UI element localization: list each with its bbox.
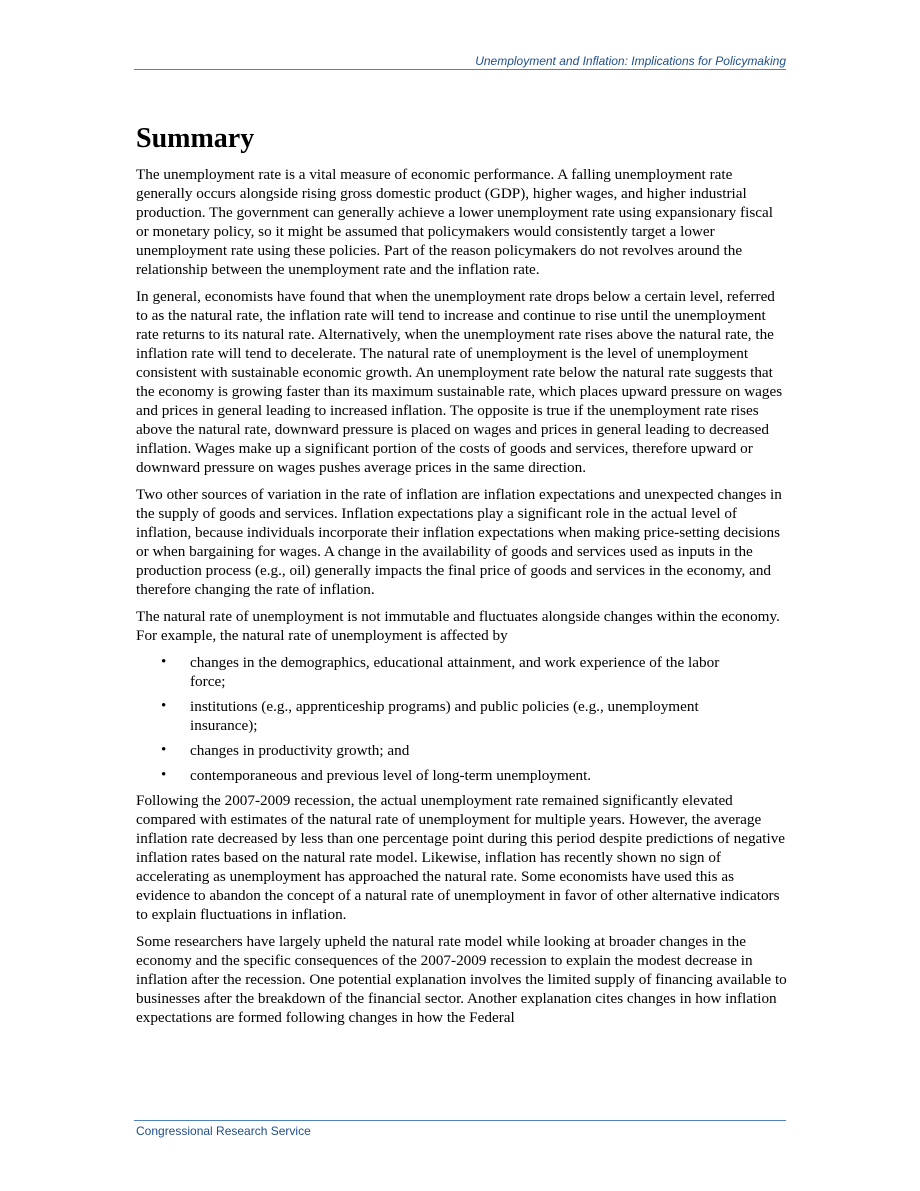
list-item	[136, 741, 788, 760]
bullet-icon: •	[161, 654, 167, 670]
paragraph-2: In general, economists have found that when the unemployment rate drops below a certain level, referred to as the natural rate, the inflation rate will tend to increase and continue to rise until the unemployment rate returns to its natural rate. Alternatively, when the unemployment rate rises above the natural rate, the inflation rate will tend to decelerate. The natural rate of unemployment is the level of unemployment consistent with sustainable economic growth. An unemployment rate below the natural rate suggests that the economy is growing faster than its maximum sustainable rate, which places upward pressure on wages and prices in general leading to increased inflation. The opposite is true if the unemployment rate rises above the natural rate, downward pressure is placed on wages and prices in general leading to decreased inflation. Wages make up a significant portion of the costs of goods and services, therefore upward or downward pressure on wages pushes average prices in the same direction.	[136, 288, 783, 476]
list-item-text: institutions (e.g., apprenticeship programs) and public policies (e.g., unemployment insurance);	[190, 698, 699, 734]
running-header: Unemployment and Inflation: Implications for Policymaking	[475, 54, 786, 68]
paragraph-6: Some researchers have largely upheld the natural rate model while looking at broader changes in the economy and the specific consequences of the 2007-2009 recession to explain the modest decrease in inflation after the recession. One potential explanation involves the limited supply of financing available to businesses after the breakdown of the financial sector. Another explanation cites changes in how inflation expectations are formed following changes in how the Federal	[136, 933, 787, 1026]
paragraph-3: Two other sources of variation in the rate of inflation are inflation expectations and unexpected changes in the supply of goods and services. Inflation expectations play a significant role in the actual level of inflation, because individuals incorporate their inflation expectations when making price-setting decisions or when bargaining for wages. A change in the availability of goods and services used as inputs in the production process (e.g., oil) generally impacts the final price of goods and services in the economy, and therefore changing the rate of inflation.	[136, 486, 782, 598]
list-item	[136, 766, 788, 785]
list-item-text: contemporaneous and previous level of long-term unemployment.	[190, 767, 592, 784]
paragraph-1: The unemployment rate is a vital measure of economic performance. A falling unemployment rate generally occurs alongside rising gross domestic product (GDP), higher wages, and higher industrial production. The government can generally achieve a lower unemployment rate using expansionary fiscal or monetary policy, so it might be assumed that policymakers would consistently target a lower unemployment rate using these policies. Part of the reason policymakers do not revolves around the relationship between the unemployment rate and the inflation rate.	[136, 166, 773, 278]
header-rule	[134, 69, 786, 70]
natural-rate-factors-list	[136, 653, 788, 785]
paragraph-5: Following the 2007-2009 recession, the actual unemployment rate remained significantly elevated compared with estimates of the natural rate of unemployment for multiple years. However, the average inflation rate decreased by less than one percentage point during this period despite predictions of negative inflation rates based on the natural rate model. Likewise, inflation has recently shown no sign of accelerating as unemployment has approached the natural rate. Some economists have used this as evidence to abandon the concept of a natural rate of unemployment in favor of other alternative indicators to explain fluctuations in inflation.	[136, 792, 786, 923]
paragraph-4: The natural rate of unemployment is not immutable and fluctuates alongside changes within the economy. For example, the natural rate of unemployment is affected by	[136, 608, 780, 644]
bullet-icon: •	[161, 767, 167, 783]
list-item-text: changes in productivity growth; and	[190, 742, 410, 759]
bullet-icon: •	[161, 742, 167, 758]
footer-rule	[134, 1120, 786, 1121]
list-item-text: changes in the demographics, educational attainment, and work experience of the labor force;	[190, 654, 720, 690]
list-item	[136, 653, 788, 691]
list-item	[136, 697, 788, 735]
section-title: Summary	[136, 123, 255, 154]
footer-org: Congressional Research Service	[136, 1124, 311, 1138]
bullet-icon: •	[161, 698, 167, 714]
page-body	[136, 122, 788, 1035]
